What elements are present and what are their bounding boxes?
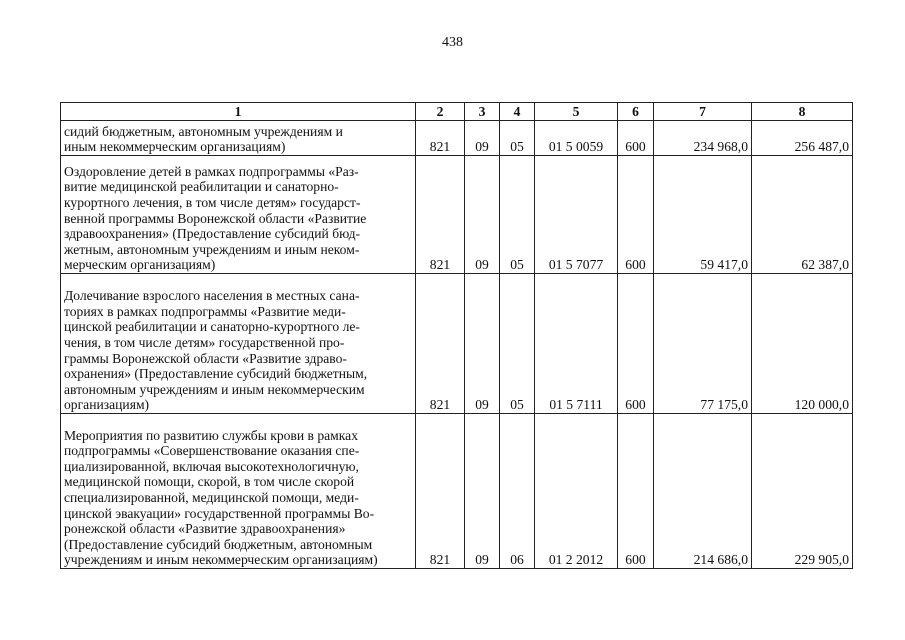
table-row <box>61 121 853 156</box>
row-description <box>61 274 416 414</box>
description-line: ториях в рамках подпрограммы «Развитие меди- <box>64 303 346 319</box>
section-code: 09 <box>465 274 500 414</box>
amount-year-2: 62 387,0 <box>752 156 853 274</box>
description-line: Оздоровление детей в рамках подпрограммы «Раз- <box>64 163 359 179</box>
header-row <box>61 103 853 121</box>
header-cell-3: 3 <box>465 103 500 121</box>
description-line: учреждениям и иным некоммерческим организациям) <box>64 552 378 568</box>
header-cell-8: 8 <box>752 103 853 121</box>
section-code: 09 <box>465 121 500 156</box>
description-line: курортного лечения, в том числе детям» государст- <box>64 195 361 211</box>
row-description <box>61 414 416 569</box>
description-line: охранения» (Предоставление субсидий бюджетным, <box>64 366 368 382</box>
table-row <box>61 274 853 414</box>
description-line: цинской эвакуации» государственной программы Во- <box>64 505 375 521</box>
description-line: медицинской помощи, скорой, в том числе скорой <box>64 474 355 490</box>
header-cell-1: 1 <box>61 103 416 121</box>
description-line: специализированной, медицинской помощи, меди- <box>64 490 359 506</box>
description-line: чения, в том числе детям» государственной про- <box>64 335 345 351</box>
subsection-code: 05 <box>500 274 535 414</box>
table-row <box>61 156 853 274</box>
description-line: ронежской области «Развитие здравоохранения» <box>64 521 346 537</box>
subsection-code: 05 <box>500 121 535 156</box>
description-line: цинской реабилитации и санаторно-курортного ле- <box>64 319 360 335</box>
ministry-code: 821 <box>416 156 465 274</box>
description-line: сидий бюджетным, автономным учреждениям и <box>64 123 343 139</box>
target-article-code: 01 5 7111 <box>535 274 618 414</box>
expense-type-code: 600 <box>618 414 654 569</box>
description-line: мерческим организациям) <box>64 257 216 273</box>
header-cell-7: 7 <box>654 103 752 121</box>
header-cell-2: 2 <box>416 103 465 121</box>
row-description <box>61 156 416 274</box>
description-line: циализированной, включая высокотехнологичную, <box>64 458 359 474</box>
description-line: организациям) <box>64 397 150 413</box>
description-line: венной программы Воронежской области «Развитие <box>64 210 367 226</box>
header-cell-5: 5 <box>535 103 618 121</box>
amount-year-2: 256 487,0 <box>752 121 853 156</box>
description-line: иным некоммерческим организациям) <box>64 139 286 155</box>
subsection-code: 05 <box>500 156 535 274</box>
page-number: 438 <box>442 35 463 50</box>
expense-type-code: 600 <box>618 121 654 156</box>
expense-type-code: 600 <box>618 156 654 274</box>
ministry-code: 821 <box>416 274 465 414</box>
description-line: жетным, автономным учреждениям и иным неком- <box>64 241 360 257</box>
section-code: 09 <box>465 156 500 274</box>
subsection-code: 06 <box>500 414 535 569</box>
description-line: витие медицинской реабилитации и санаторно- <box>64 179 339 195</box>
expense-type-code: 600 <box>618 274 654 414</box>
row-description <box>61 121 416 156</box>
amount-year-1: 59 417,0 <box>654 156 752 274</box>
description-line: подпрограммы «Совершенствование оказания спе- <box>64 443 360 459</box>
section-code: 09 <box>465 414 500 569</box>
description-line: здравоохранения» (Предоставление субсидий бюд- <box>64 226 361 242</box>
header-cell-4: 4 <box>500 103 535 121</box>
amount-year-1: 214 686,0 <box>654 414 752 569</box>
amount-year-2: 120 000,0 <box>752 274 853 414</box>
target-article-code: 01 5 7077 <box>535 156 618 274</box>
target-article-code: 01 5 0059 <box>535 121 618 156</box>
description-line: автономным учреждениям и иным некоммерческим <box>64 381 365 397</box>
header-cell-6: 6 <box>618 103 654 121</box>
target-article-code: 01 2 2012 <box>535 414 618 569</box>
table-row <box>61 414 853 569</box>
description-line: граммы Воронежской области «Развитие здраво- <box>64 350 347 366</box>
ministry-code: 821 <box>416 414 465 569</box>
description-line: (Предоставление субсидий бюджетным, автономным <box>64 536 373 552</box>
amount-year-1: 234 968,0 <box>654 121 752 156</box>
amount-year-1: 77 175,0 <box>654 274 752 414</box>
amount-year-2: 229 905,0 <box>752 414 853 569</box>
ministry-code: 821 <box>416 121 465 156</box>
description-line: Мероприятия по развитию службы крови в рамках <box>64 427 358 443</box>
budget-table <box>60 102 853 569</box>
description-line: Долечивание взрослого населения в местных сана- <box>64 288 360 304</box>
